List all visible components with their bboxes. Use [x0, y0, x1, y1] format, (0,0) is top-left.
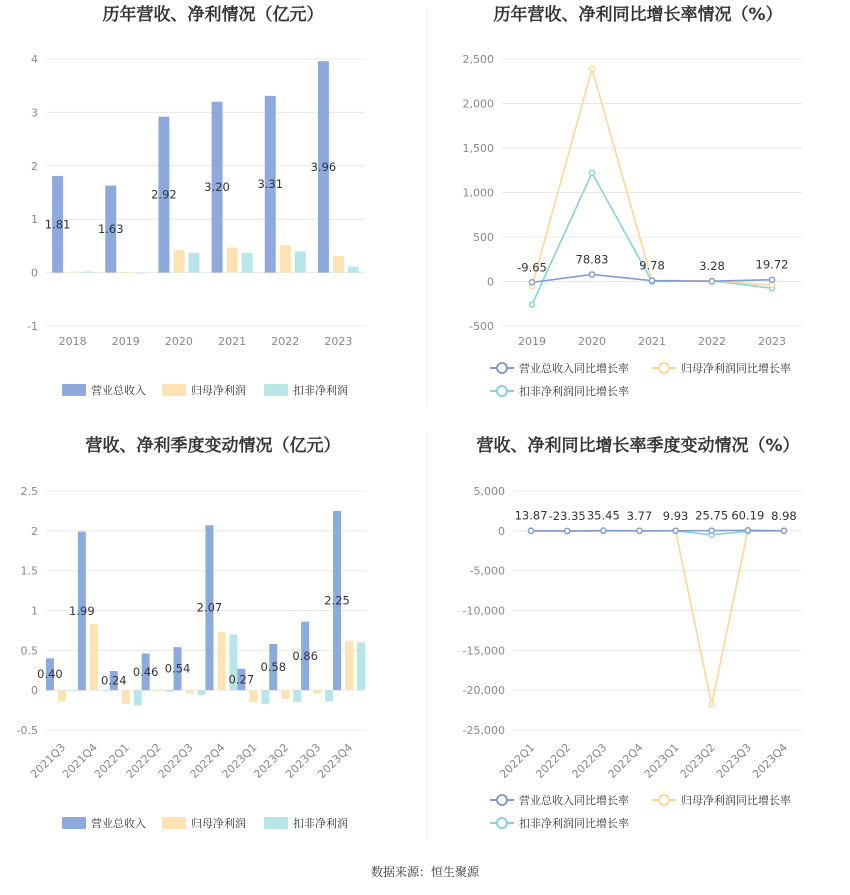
legend-swatch-2 [162, 384, 186, 396]
x-tick-label: 2019 [518, 335, 546, 348]
legend-swatch-1 [62, 817, 86, 829]
data-label: 13.87 [514, 508, 548, 523]
bar-2 [67, 272, 78, 273]
data-label: 3.96 [310, 159, 337, 174]
source-label: 数据来源：恒生聚源 [370, 865, 480, 879]
bar-3 [135, 273, 146, 274]
x-tick-label: 2022Q2 [123, 740, 164, 781]
chart-title-2: 历年营收、净利同比增长率情况（%） [493, 5, 783, 25]
data-label: 1.81 [44, 217, 71, 232]
series-point-3 [529, 302, 534, 307]
series-point-2 [769, 282, 774, 287]
series-point-1 [601, 528, 606, 533]
legend-label-3: 扣非净利润同比增长率 [519, 817, 629, 830]
bar-2 [120, 272, 131, 273]
bar-3 [295, 251, 306, 272]
data-label: 60.19 [731, 508, 765, 523]
x-tick-label: 2023 [324, 335, 353, 348]
data-label: 19.72 [755, 257, 789, 272]
data-label: 1.63 [97, 222, 124, 237]
series-point-1 [529, 280, 534, 285]
y-tick-label: 1 [31, 604, 38, 618]
series-point-3 [589, 170, 594, 175]
x-tick-label: 2018 [58, 335, 87, 348]
data-label: -9.65 [517, 260, 547, 275]
bar-2 [186, 690, 194, 693]
x-tick-label: 2020 [578, 335, 606, 348]
series-point-1 [709, 279, 714, 284]
bar-2 [333, 256, 344, 273]
legend-label-2: 归母净利润 [191, 817, 246, 830]
y-tick-label: 0 [31, 266, 38, 280]
series-line-2 [531, 530, 784, 704]
legend-marker-3 [497, 386, 507, 396]
series-point-1 [649, 278, 654, 283]
bar-2 [173, 250, 184, 272]
series-point-1 [565, 528, 570, 533]
data-label: 0.40 [37, 667, 63, 682]
bar-2 [58, 690, 66, 701]
series-line-2 [532, 69, 772, 286]
data-label: 3.77 [626, 508, 653, 523]
data-label: -23.35 [548, 509, 586, 524]
bar-2 [122, 690, 130, 704]
series-point-1 [673, 528, 678, 533]
chart-title-3: 营收、净利季度变动情况（亿元） [85, 436, 341, 456]
data-label: 0.46 [132, 664, 159, 679]
data-label: 2.92 [151, 187, 177, 202]
y-tick-label: 0 [31, 684, 38, 698]
series-point-1 [709, 528, 714, 533]
legend-swatch-3 [264, 817, 288, 829]
data-label: 1.99 [69, 603, 95, 618]
bar-3 [188, 253, 199, 273]
x-tick-label: 2022Q3 [569, 740, 610, 781]
x-tick-label: 2023Q3 [283, 740, 324, 781]
x-tick-label: 2023Q1 [219, 740, 260, 781]
legend-swatch-3 [264, 384, 288, 396]
x-tick-label: 2022Q2 [533, 740, 574, 781]
x-tick-label: 2021Q3 [28, 740, 69, 781]
legend-marker-1 [497, 795, 507, 805]
x-tick-label: 2019 [111, 335, 140, 348]
series-point-1 [637, 528, 642, 533]
x-tick-label: 2021Q4 [59, 740, 100, 781]
y-tick-label: 2,500 [462, 53, 494, 66]
bar-2 [227, 248, 238, 273]
x-tick-label: 2021 [638, 335, 666, 348]
series-point-1 [528, 528, 533, 533]
data-label: 0.86 [292, 648, 318, 663]
series-point-2 [709, 702, 714, 707]
y-tick-label: 500 [473, 231, 494, 244]
legend-label-1: 营业总收入 [91, 384, 146, 397]
data-label: 0.58 [260, 660, 287, 675]
data-label: 3.31 [257, 177, 284, 192]
data-label: 0.54 [164, 661, 191, 676]
x-tick-label: 2022 [698, 335, 726, 348]
y-tick-label: -20,000 [462, 684, 505, 698]
bar-3 [293, 690, 301, 702]
bar-2 [217, 632, 225, 690]
series-point-2 [589, 66, 594, 71]
y-tick-label: 2,000 [462, 97, 494, 111]
bar-3 [357, 642, 365, 690]
bar-2 [249, 690, 257, 702]
y-tick-label: 0 [498, 524, 505, 538]
x-tick-label: 2022Q1 [497, 740, 538, 781]
data-label: 25.75 [695, 508, 729, 523]
bar-3 [70, 690, 78, 691]
bar-3 [166, 690, 174, 692]
bar-3 [261, 690, 269, 704]
y-tick-label: 0.5 [20, 644, 38, 658]
x-tick-label: 2022Q1 [91, 740, 132, 781]
data-label: 0.27 [228, 672, 255, 687]
bar-2 [154, 690, 162, 691]
bar-3 [348, 267, 359, 273]
legend-swatch-2 [162, 817, 186, 829]
data-label: 78.83 [575, 252, 609, 267]
x-tick-label: 2023Q4 [749, 740, 791, 781]
bar-3 [198, 690, 206, 695]
y-tick-label: -0.5 [16, 724, 38, 737]
legend-marker-3 [497, 818, 507, 828]
bar-2 [313, 690, 321, 693]
legend-label-3: 扣非净利润 [293, 384, 348, 397]
data-label: 2.25 [324, 593, 350, 608]
y-tick-label: 2 [31, 159, 38, 173]
series-point-1 [589, 272, 594, 277]
bar-2 [280, 245, 291, 272]
series-point-1 [745, 528, 750, 533]
bar-2 [90, 624, 98, 690]
data-label: 9.93 [662, 508, 689, 523]
y-tick-label: 1,000 [462, 186, 494, 200]
y-tick-label: 1,500 [462, 142, 494, 155]
series-point-1 [781, 528, 786, 533]
y-tick-label: 2 [31, 524, 38, 538]
x-tick-label: 2021 [218, 335, 247, 348]
x-tick-label: 2022Q4 [187, 740, 228, 781]
x-tick-label: 2022 [271, 335, 300, 348]
x-tick-label: 2023Q1 [641, 740, 682, 781]
legend-label-2: 归母净利润同比增长率 [681, 362, 791, 375]
y-tick-label: -15,000 [462, 644, 505, 658]
bar-3 [134, 690, 142, 705]
x-tick-label: 2023Q3 [713, 740, 754, 781]
x-tick-label: 2023 [758, 335, 786, 348]
data-label: 0.24 [100, 673, 127, 688]
legend-label-1: 营业总收入同比增长率 [519, 362, 629, 375]
y-tick-label: 1 [31, 213, 38, 227]
data-label: 2.07 [196, 600, 223, 615]
y-tick-label: -500 [469, 320, 494, 333]
y-tick-label: -10,000 [462, 604, 505, 618]
legend-label-2: 归母净利润同比增长率 [681, 794, 791, 807]
legend-swatch-1 [62, 384, 86, 396]
x-tick-label: 2022Q4 [605, 740, 646, 781]
bar-3 [102, 690, 110, 691]
x-tick-label: 2022Q3 [155, 740, 196, 781]
y-tick-label: 5,000 [473, 485, 505, 498]
y-tick-label: -1 [27, 320, 38, 333]
data-label: 3.20 [204, 180, 230, 195]
legend-label-3: 扣非净利润 [293, 817, 348, 830]
x-tick-label: 2023Q2 [251, 740, 292, 781]
data-label: 8.98 [771, 508, 797, 523]
data-label: 35.45 [586, 508, 620, 523]
x-tick-label: 2023Q4 [315, 740, 356, 781]
bar-2 [281, 690, 289, 699]
y-tick-label: 0 [487, 275, 494, 289]
x-tick-label: 2023Q2 [677, 740, 718, 781]
bar-3 [82, 272, 93, 273]
legend-label-3: 扣非净利润同比增长率 [519, 385, 629, 398]
x-tick-label: 2020 [164, 335, 193, 348]
y-tick-label: -5,000 [469, 564, 505, 578]
legend-label-1: 营业总收入 [91, 817, 146, 830]
legend-label-1: 营业总收入同比增长率 [519, 794, 629, 807]
chart-title-4: 营收、净利同比增长率季度变动情况（%） [476, 436, 800, 456]
data-label: 9.78 [639, 258, 665, 273]
bar-3 [242, 253, 253, 273]
legend-label-2: 归母净利润 [191, 384, 246, 397]
y-tick-label: -25,000 [462, 724, 505, 737]
y-tick-label: 1.5 [20, 564, 38, 578]
data-label: 3.28 [699, 259, 725, 274]
y-tick-label: 4 [31, 53, 38, 66]
bar-3 [325, 690, 333, 701]
y-tick-label: 3 [31, 106, 38, 120]
y-tick-label: 2.5 [20, 485, 38, 498]
bar-2 [345, 641, 353, 690]
legend-marker-1 [497, 363, 507, 373]
series-point-1 [769, 277, 774, 282]
chart-title-1: 历年营收、净利情况（亿元） [102, 5, 324, 25]
legend-marker-2 [659, 795, 669, 805]
legend-marker-2 [659, 363, 669, 373]
